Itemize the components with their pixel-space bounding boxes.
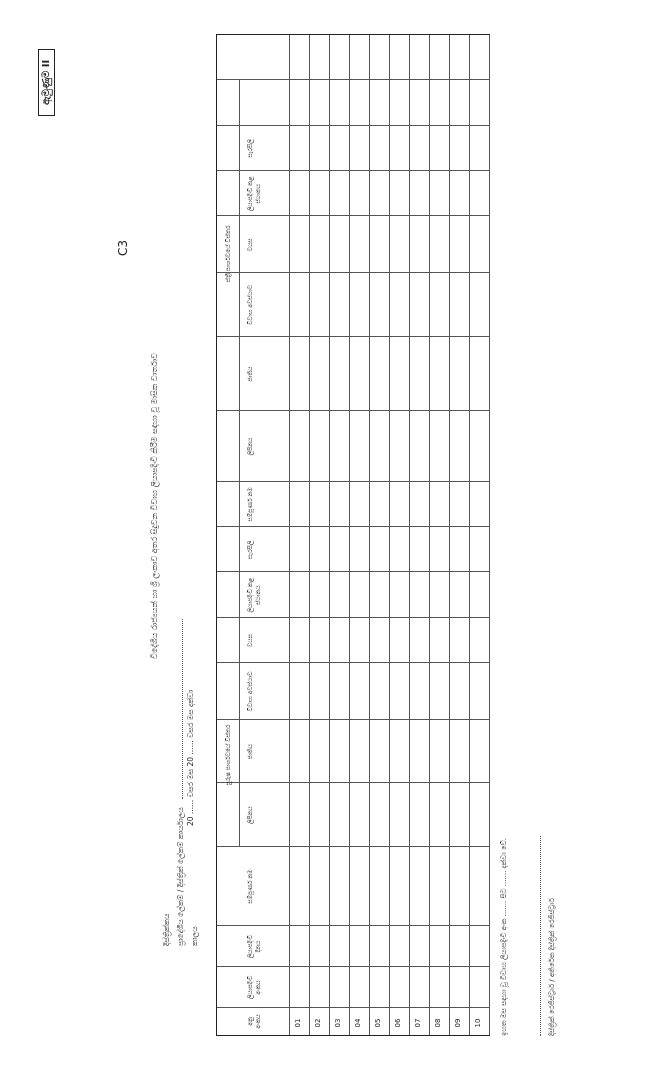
table-row-line — [449, 35, 450, 1035]
signature-line — [540, 836, 541, 1036]
table-header: ලිපිනය — [247, 806, 254, 824]
table-row-line — [409, 35, 410, 1035]
table-col-line — [217, 481, 489, 482]
table-col-line — [217, 846, 489, 847]
table-header: සම්පූර්ණ නම — [247, 487, 254, 522]
table-row-line — [369, 35, 370, 1035]
table-col-line — [217, 966, 489, 967]
row-number: 04 — [354, 1018, 362, 1028]
row-number: 08 — [434, 1018, 442, 1028]
table-col-line — [217, 336, 489, 337]
row-number: 01 — [294, 1018, 302, 1028]
row-number: 02 — [314, 1018, 322, 1028]
table-col-line — [217, 571, 489, 572]
table-row-line — [309, 35, 310, 1035]
table-row-line — [289, 35, 290, 1035]
table-header: විවාහ අවස්ථාව — [247, 284, 254, 325]
table-col-line — [217, 526, 489, 527]
table-header: ලියාපදිංචි කළ ස්ථානය — [247, 176, 262, 212]
signature-label: දිස්ත්‍රික් රෙජිස්ට්‍රාර් / අතිරේක දිස්ත්‍රික් රෙජිස්ට්‍රාර් — [548, 898, 556, 1036]
meta-office: ප්‍රාදේශීය ලේකම් / දිස්ත්‍රික් ලේකම් කාර්යාලය — [176, 807, 185, 946]
form-code: C3 — [116, 239, 130, 256]
header-sub-line — [239, 80, 240, 846]
table-header: වයස — [247, 633, 254, 647]
table-col-line — [217, 215, 489, 216]
table-col-line — [217, 662, 489, 663]
table-header: අනු අංකය — [247, 1014, 262, 1029]
table-col-line — [217, 719, 489, 720]
table-header: ජාතිය — [247, 743, 254, 760]
row-number: 06 — [394, 1018, 402, 1028]
table-row-line — [329, 35, 330, 1035]
row-number: 09 — [454, 1018, 462, 1028]
table-col-line — [217, 617, 489, 618]
table-col-line — [217, 1007, 489, 1008]
table-header: විවාහ අවස්ථාව — [247, 671, 254, 712]
annex-label: ඇමුණුම II — [38, 49, 55, 116]
table-row-line — [469, 35, 470, 1035]
table-col-line — [217, 170, 489, 171]
table-col-line — [217, 925, 489, 926]
table-header: ලියාපදිංචි දිනය — [247, 934, 262, 959]
table-header: සම්පූර්ණ නම — [247, 869, 254, 904]
row-number: 10 — [474, 1018, 482, 1028]
table-row-line — [389, 35, 390, 1035]
row-number: 07 — [414, 1018, 422, 1028]
table-row-line — [429, 35, 430, 1035]
table-col-line — [217, 79, 489, 80]
table-col-line — [217, 272, 489, 273]
table-col-line — [217, 410, 489, 411]
table-row-line — [349, 35, 350, 1035]
footnote: ඉහත මස සඳහා වූ විවාහ ලියාපදිංචි අංක ....... සිට ....... දක්වා වේ. — [500, 838, 508, 1036]
table-header: ලිපිනය — [247, 437, 254, 456]
table-header: ලියාපදිංචි අංකය — [247, 975, 262, 1000]
table-col-line — [217, 782, 489, 783]
row-number: 03 — [334, 1018, 342, 1028]
meta-period: කාලය — [190, 926, 199, 946]
register-table — [216, 34, 490, 1036]
table-row-line — [489, 35, 490, 1035]
table-col-line — [217, 125, 489, 126]
table-header: ජාතිය — [247, 366, 254, 382]
table-header: සැරසිලි — [247, 139, 254, 158]
period-line: 20 ...... වසර මස 20 ...... වසර මස දක්වා — [186, 689, 195, 826]
meta-district: දිස්ත්‍රික්කය — [162, 913, 171, 946]
table-header: සැරසිලි — [247, 540, 254, 560]
group-header-left: පුරුෂ පාර්ශවයේ විස්තර — [225, 724, 232, 786]
table-header: ලියාපදිංචි කළ ස්ථානය — [247, 577, 262, 613]
row-number: 05 — [374, 1018, 382, 1028]
group-header-right: ස්ත්‍රී පාර්ශවයේ විස්තර — [225, 225, 232, 283]
form-title: විදේශීය රාජ්‍යයන් හා ශ්‍රී ලංකාව අතර සිදුවන විවාහ ලියාපදිංචි කිරීම සඳහා වූ මාසික වාර්තාව — [150, 353, 159, 659]
table-header: වයස — [247, 238, 254, 252]
